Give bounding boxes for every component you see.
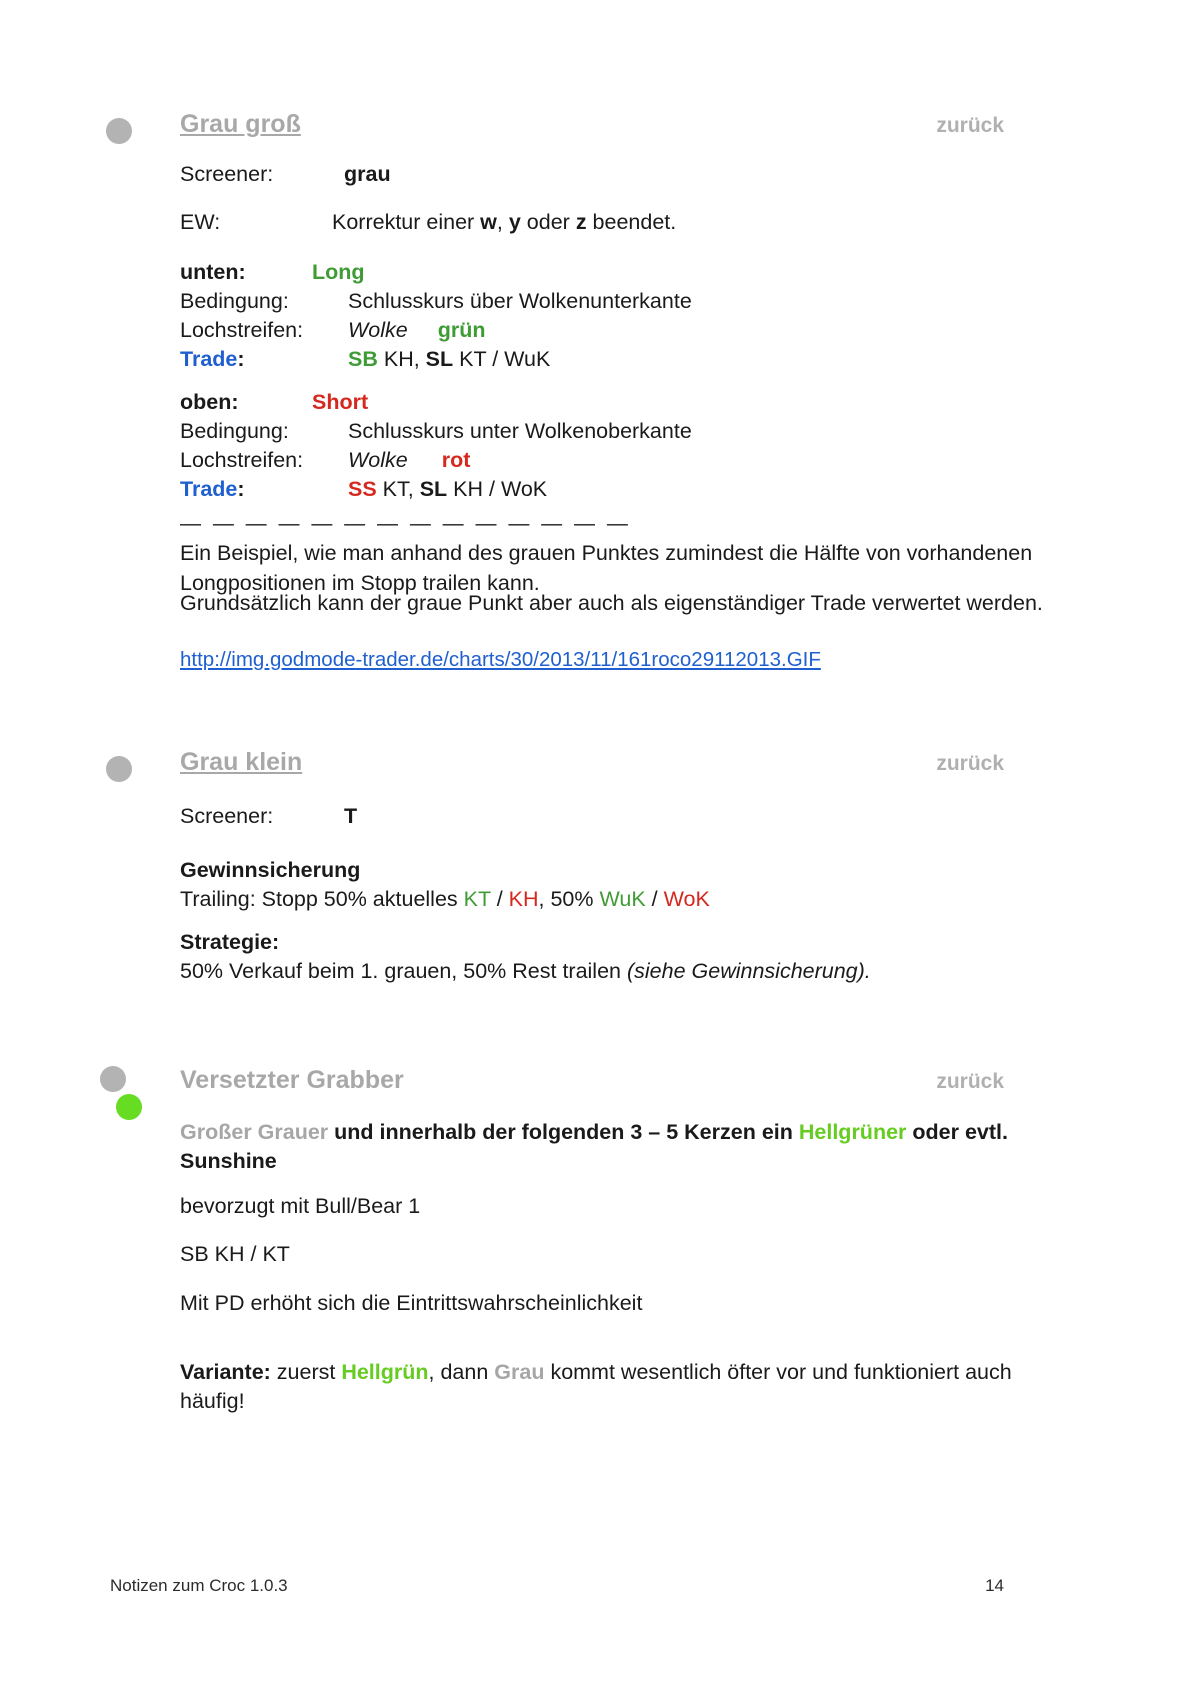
trailing-kt: KT xyxy=(463,887,491,911)
screener-value: grau xyxy=(344,162,391,186)
grey-dot-icon xyxy=(106,118,132,144)
unten-bedingung-value: Schlusskurs über Wolkenunterkante xyxy=(348,289,692,313)
unten-block xyxy=(180,258,1080,374)
ew-text: Korrektur einer w, y oder z beendet. xyxy=(332,210,677,234)
grey-dot-icon-3 xyxy=(100,1066,126,1092)
strategie-italic: (siehe Gewinnsicherung). xyxy=(626,959,871,983)
trailing-row: Trailing: Stopp 50% aktuelles KT / KH, 50% WuK / WoK xyxy=(180,887,710,911)
strategie-block xyxy=(180,928,1080,986)
grabber-variante: Variante: zuerst Hellgrün, dann Grau kommt wesentlich öfter vor und funktioniert auch häufig! xyxy=(180,1360,1012,1413)
unten-bedingung-label: Bedingung: xyxy=(180,289,289,313)
gewinnsicherung-block xyxy=(180,856,1080,914)
unten-lochstreifen-row xyxy=(180,316,1080,345)
strategie-text: 50% Verkauf beim 1. grauen, 50% Rest trailen (siehe Gewinnsicherung). xyxy=(180,959,871,983)
back-link-2[interactable]: zurück xyxy=(936,752,1004,775)
oben-trade-label: Trade xyxy=(180,477,238,501)
unten-label: unten xyxy=(180,260,239,284)
grosser-grauer: Großer Grauer xyxy=(180,1120,329,1144)
oben-lochstreifen-value: Wolke xyxy=(348,448,408,472)
grey-dot-icon-2 xyxy=(106,756,132,782)
oben-lochstreifen-label: Lochstreifen: xyxy=(180,448,304,472)
oben-label: oben xyxy=(180,390,232,414)
grabber-line-2: bevorzugt mit Bull/Bear 1 xyxy=(180,1194,421,1218)
oben-trade-ss: SS xyxy=(348,477,377,501)
grabber-line-1: Großer Grauer und innerhalb der folgenden 3 – 5 Kerzen ein Hellgrüner oder evtl. Sunshine xyxy=(180,1120,1008,1173)
sunshine: Sunshine xyxy=(180,1149,277,1173)
grabber-line-4: Mit PD erhöht sich die Eintrittswahrscheinlichkeit xyxy=(180,1291,643,1315)
unten-bedingung-row xyxy=(180,287,1080,316)
section-title-grau-gross: Grau groß xyxy=(180,110,301,138)
ew-row xyxy=(180,208,1080,237)
divider-dashes: — — — — — — — — — — — — — — xyxy=(180,512,631,535)
oben-block xyxy=(180,388,1080,504)
unten-trade-sb: SB xyxy=(348,347,378,371)
back-link-1[interactable]: zurück xyxy=(936,114,1004,137)
trailing-wok: WoK xyxy=(663,887,710,911)
variante-hellgruen: Hellgrün xyxy=(341,1360,429,1384)
screener-label: Screener: xyxy=(180,162,274,186)
footer-page-number: 14 xyxy=(985,1576,1004,1595)
variante-grau: Grau xyxy=(494,1360,545,1384)
section-title-grau-klein: Grau klein xyxy=(180,748,303,776)
oben-row: oben: Short xyxy=(180,390,369,414)
ew-label: EW: xyxy=(180,210,221,234)
grau-gross-paragraph-1: Ein Beispiel, wie man anhand des grauen Punktes zumindest die Hälfte von vorhandenen Longpositionen im Stopp trailen kann. xyxy=(180,541,1033,595)
unten-trade-row: Trade: SB KH, SL KT / WuK xyxy=(180,347,551,371)
unten-trade-label: Trade xyxy=(180,347,238,371)
chart-link[interactable]: http://img.godmode-trader.de/charts/30/2013/11/161roco29112013.GIF xyxy=(180,648,821,671)
footer-document-title: Notizen zum Croc 1.0.3 xyxy=(110,1576,288,1595)
hellgruener: Hellgrüner xyxy=(798,1120,907,1144)
strategie-heading: Strategie: xyxy=(180,930,280,954)
grabber-line-3: SB KH / KT xyxy=(180,1242,290,1266)
screener-row xyxy=(180,160,1080,189)
unten-lochstreifen-label: Lochstreifen: xyxy=(180,318,304,342)
oben-lochstreifen-color: rot xyxy=(441,448,471,472)
oben-bedingung-value: Schlusskurs unter Wolkenoberkante xyxy=(348,419,692,443)
back-link-3[interactable]: zurück xyxy=(936,1070,1004,1093)
trailing-kh: KH xyxy=(508,887,539,911)
green-dot-icon xyxy=(116,1094,142,1120)
oben-bedingung-row xyxy=(180,417,1080,446)
trailing-wuk: WuK xyxy=(599,887,646,911)
oben-lochstreifen-row xyxy=(180,446,1080,475)
unten-lochstreifen-value: Wolke xyxy=(348,318,408,342)
grau-klein-screener-row xyxy=(180,802,1080,831)
screener-label-2: Screener: xyxy=(180,804,274,828)
oben-bedingung-label: Bedingung: xyxy=(180,419,289,443)
variante-label: Variante: xyxy=(180,1360,271,1384)
unten-value: Long xyxy=(312,260,365,284)
oben-value: Short xyxy=(312,390,369,414)
grau-gross-body xyxy=(180,160,1080,189)
grau-gross-paragraph-2: Grundsätzlich kann der graue Punkt aber auch als eigenständiger Trade verwertet werden. xyxy=(180,591,1043,615)
unten-row: unten: Long xyxy=(180,260,365,284)
gewinnsicherung-heading: Gewinnsicherung xyxy=(180,858,361,882)
unten-lochstreifen-color: grün xyxy=(437,318,486,342)
screener-value-2: T xyxy=(344,804,358,828)
oben-trade-row: Trade: SS KT, SL KH / WoK xyxy=(180,477,548,501)
section-title-versetzter-grabber: Versetzter Grabber xyxy=(180,1066,404,1094)
